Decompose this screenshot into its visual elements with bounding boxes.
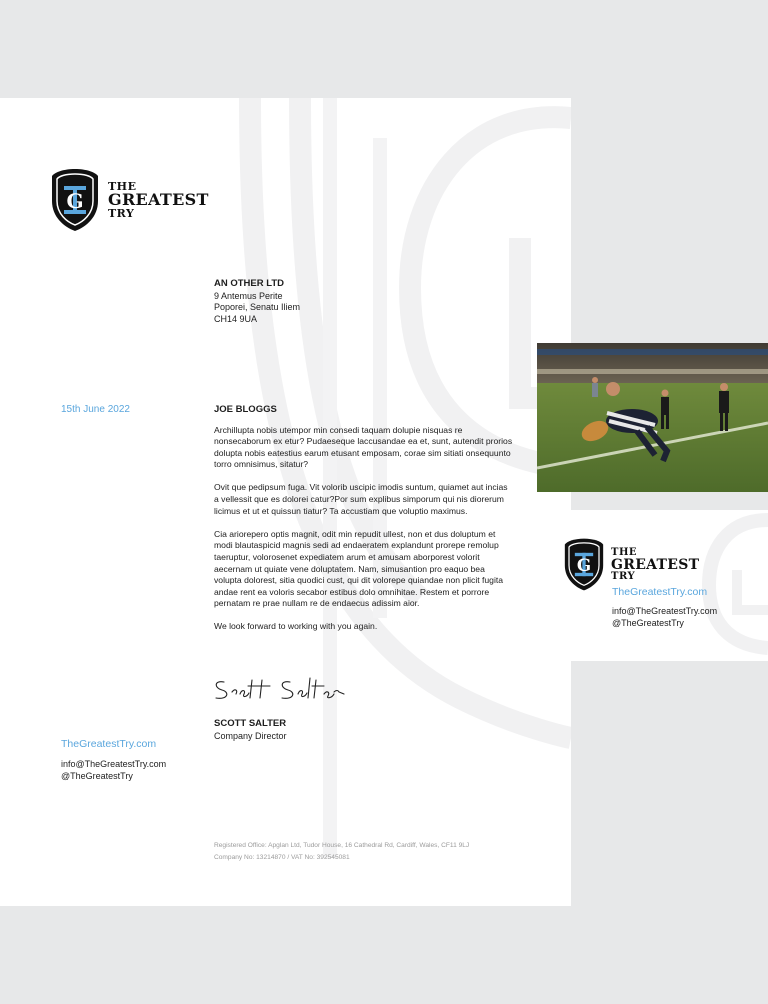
rugby-painting-image (537, 343, 768, 492)
letter-body (214, 404, 514, 645)
business-card (537, 510, 768, 661)
recipient-address-line: Poporei, Senatu Iliem (214, 302, 301, 312)
card-brand-line-1: THE (611, 546, 638, 558)
brand-line-1: THE (108, 180, 137, 193)
letter-salutation: JOE BLOGGS (214, 404, 277, 415)
social-handle[interactable]: @TheGreatestTry (61, 771, 133, 781)
card-social-handle[interactable]: @TheGreatestTry (612, 618, 684, 628)
card-brand-line-3: TRY (611, 570, 636, 582)
card-email-link[interactable]: info@TheGreatestTry.com (612, 605, 718, 616)
letter-paragraph: Cia ariorepero optis magnit, odit min repudit ullest, non et dus doluptum et modi blautaspicid magnis sedi ad endaeratem explandunt prorepe remolup taeruptur, volorosenet expediatem arum et amusam aborporest volorit aecernam ut quiate vene doluptatem. Nam, simusantion pro eaquo bea volupta dolorest, sitia quodici cust, qui dit volorepe quiandae non plicit fugita andae rent ea voloris secabor estibus dolo omnihitae. Restem et porrore pernatam re prae nullam re de endaecus adissim aior. (214, 528, 504, 609)
card-brand-logo (563, 537, 699, 592)
signer-block (214, 718, 287, 742)
website-link[interactable]: TheGreatestTry.com (61, 738, 157, 750)
letter-contact-block (61, 738, 166, 783)
signer-title: Company Director (214, 731, 287, 741)
brand-logo (50, 167, 209, 233)
recipient-address-block (214, 278, 300, 325)
recipient-company: AN OTHER LTD (214, 278, 285, 289)
letterhead-page (0, 98, 571, 906)
letter-paragraph: Ovit que pedipsum fuga. Vit volorib uscipic imodis suntum, quiamet aut incias a vellessit que es dolorei catur?Por sum explibus simporum qui nis diorerum licimus et ut et quissun tiatur? Ta accustiam que voluptio maximus. (214, 482, 508, 516)
card-brand-wordmark (611, 548, 699, 582)
brand-line-3: TRY (108, 207, 135, 220)
letter-paragraph: Archillupta nobis utempor min consedi taquam dolupie nisquas re nonsecaborum ex etur? Pudaeseque laccusandae ea et, sunt, autendit prorios dolupta nobis eatestius earum etusant emposam, corae sim sitiati onsequunto torro omnisimus, sitatur? (214, 424, 513, 470)
logo-monogram: G (66, 189, 84, 213)
brand-line-2: GREATEST (108, 190, 209, 209)
recipient-address-line: CH14 9UA (214, 313, 258, 324)
email-link[interactable]: info@TheGreatestTry.com (61, 758, 167, 769)
signer-name: SCOTT SALTER (214, 718, 287, 729)
recipient-address-line: 9 Antemus Perite (214, 290, 283, 301)
letter-closing: We look forward to working with you again. (214, 621, 378, 632)
footer-company-numbers: Company No: 13214870 / VAT No: 392545081 (214, 853, 350, 861)
card-website-link[interactable]: TheGreatestTry.com (612, 586, 708, 598)
shield-logo-icon (50, 167, 100, 233)
brand-wordmark (108, 181, 209, 219)
card-shield-logo-icon (563, 537, 605, 592)
handwritten-signature (212, 674, 352, 704)
letter-date: 15th June 2022 (61, 404, 130, 415)
card-contact-block (612, 586, 717, 630)
footer-registered-office: Registered Office: Apglan Ltd, Tudor House, 16 Cathedral Rd, Cardiff, Wales, CF11 9LJ (214, 842, 470, 849)
card-logo-monogram: G (576, 555, 592, 576)
card-brand-line-2: GREATEST (611, 556, 700, 573)
letter-footer (214, 840, 469, 863)
